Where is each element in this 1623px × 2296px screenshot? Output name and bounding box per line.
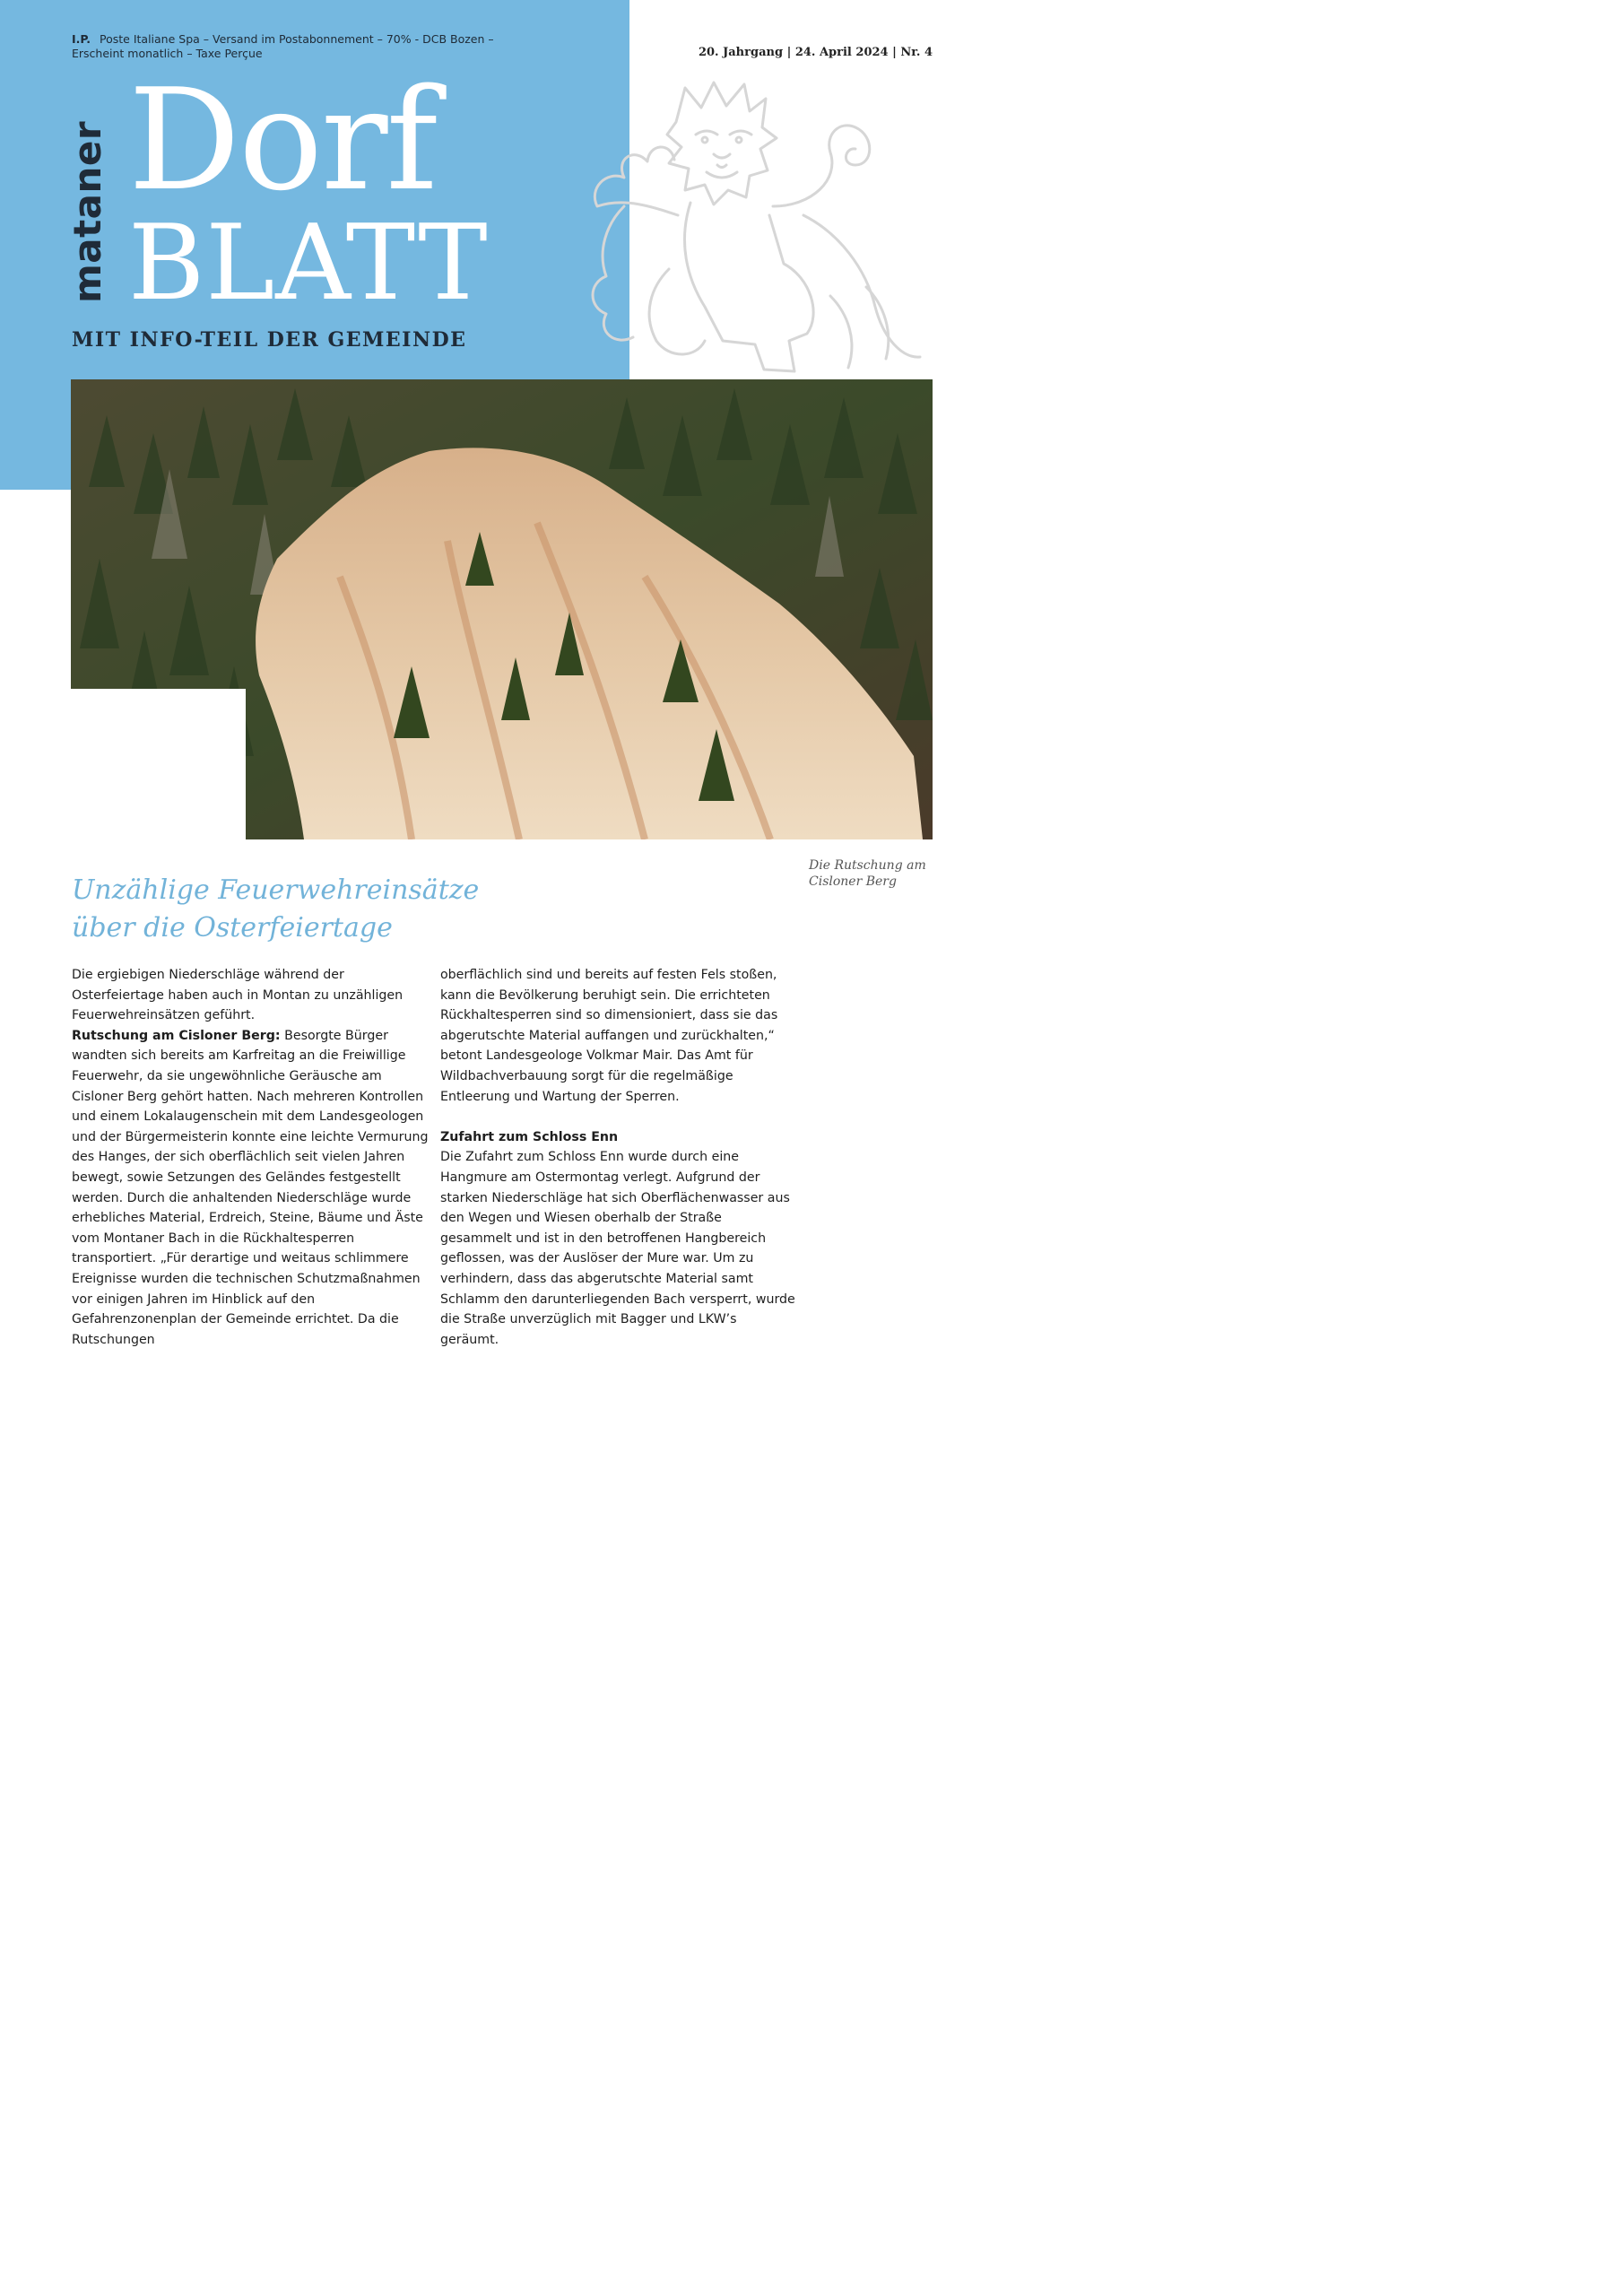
- section-1-title: Rutschung am Cisloner Berg:: [72, 1028, 281, 1043]
- caption-line-1: Die Rutschung am: [809, 858, 926, 873]
- article-column-2: [440, 965, 797, 1350]
- headline-line-2: über die Osterfeiertage: [72, 912, 393, 944]
- postal-line-1: Poste Italiane Spa – Versand im Postabonnement – 70% - DCB Bozen –: [100, 32, 494, 46]
- section-2-text: Die Zufahrt zum Schloss Enn wurde durch eine Hangmure am Ostermontag verlegt. Aufgrund der starken Niederschläge hat sich Oberflächenwasser aus den Wegen und Wiesen oberhalb der Straße gesammelt und ist in den betroffenen Hangbereich geflossen, was der Auslöser der Mure war. Um zu verhindern, dass das abgerutschte Material samt Schlamm den darunterliegenden Bach versperrt, wurde die Straße unverzüglich mit Bagger und LKW’s geräumt.: [440, 1150, 795, 1347]
- ip-label: I.P.: [72, 32, 91, 46]
- brand-wordmark: mataner: [65, 120, 109, 303]
- article-column-1: [72, 965, 429, 1350]
- landslide-photo: [71, 379, 933, 839]
- title-dorf: Dorf: [128, 58, 437, 222]
- headline-line-1: Unzählige Feuerwehreinsätze: [72, 874, 480, 906]
- caption-line-2: Cisloner Berg: [809, 874, 897, 889]
- masthead-subtitle: MIT INFO-TEIL DER GEMEINDE: [72, 328, 467, 352]
- photo-caption: [809, 857, 926, 890]
- postal-info: [72, 32, 610, 61]
- postal-line-2: Erscheint monatlich – Taxe Perçue: [72, 47, 263, 60]
- section-1-text: Besorgte Bürger wandten sich bereits am Karfreitag an die Freiwillige Feuerwehr, da sie ungewöhnliche Geräusche am Cisloner Berg gehört hatten. Nach mehreren Kontrollen und einem Lokalaugenschein mit dem Landesgeologen und der Bürgermeisterin konnte eine leichte Vermurung des Hanges, der sich oberflächlich seit vielen Jahren bewegt, sowie Setzungen des Geländes festgestellt werden. Durch die anhaltenden Niederschläge wurde erhebliches Material, Erdreich, Steine, Bäume und Äste vom Montaner Bach in die Rückhaltesperren transportiert. „Für derartige und weitaus schlimmere Ereignisse wurden die technischen Schutzmaßnahmen vor einigen Jahren im Hinblick auf den Gefahrenzonenplan der Gemeinde errichtet. Da die Rutschungen: [72, 1028, 429, 1347]
- article-headline: [72, 872, 628, 947]
- section-1-continued: oberflächlich sind und bereits auf festen Fels stoßen, kann die Bevölkerung beruhigt sein. Die errichteten Rückhaltesperren sind so dimensioniert, dass sie das abgerutschte Material auffangen und zurückhalten,“ betont Landesgeologe Volkmar Mair. Das Amt für Wildbachverbauung sorgt für die regelmäßige Entleerung und Wartung der Sperren.: [440, 968, 778, 1104]
- section-1-paragraph: [72, 1026, 429, 1351]
- issue-info: 20. Jahrgang | 24. April 2024 | Nr. 4: [698, 46, 933, 59]
- section-2-title: Zufahrt zum Schloss Enn: [440, 1129, 619, 1144]
- article-intro: Die ergiebigen Niederschläge während der Osterfeiertage haben auch in Montan zu unzähligen Feuerwehreinsätzen geführt.: [72, 968, 404, 1023]
- masthead-strip: [0, 379, 71, 490]
- title-blatt: BLATT: [128, 203, 489, 324]
- lion-crest-icon: [570, 72, 925, 380]
